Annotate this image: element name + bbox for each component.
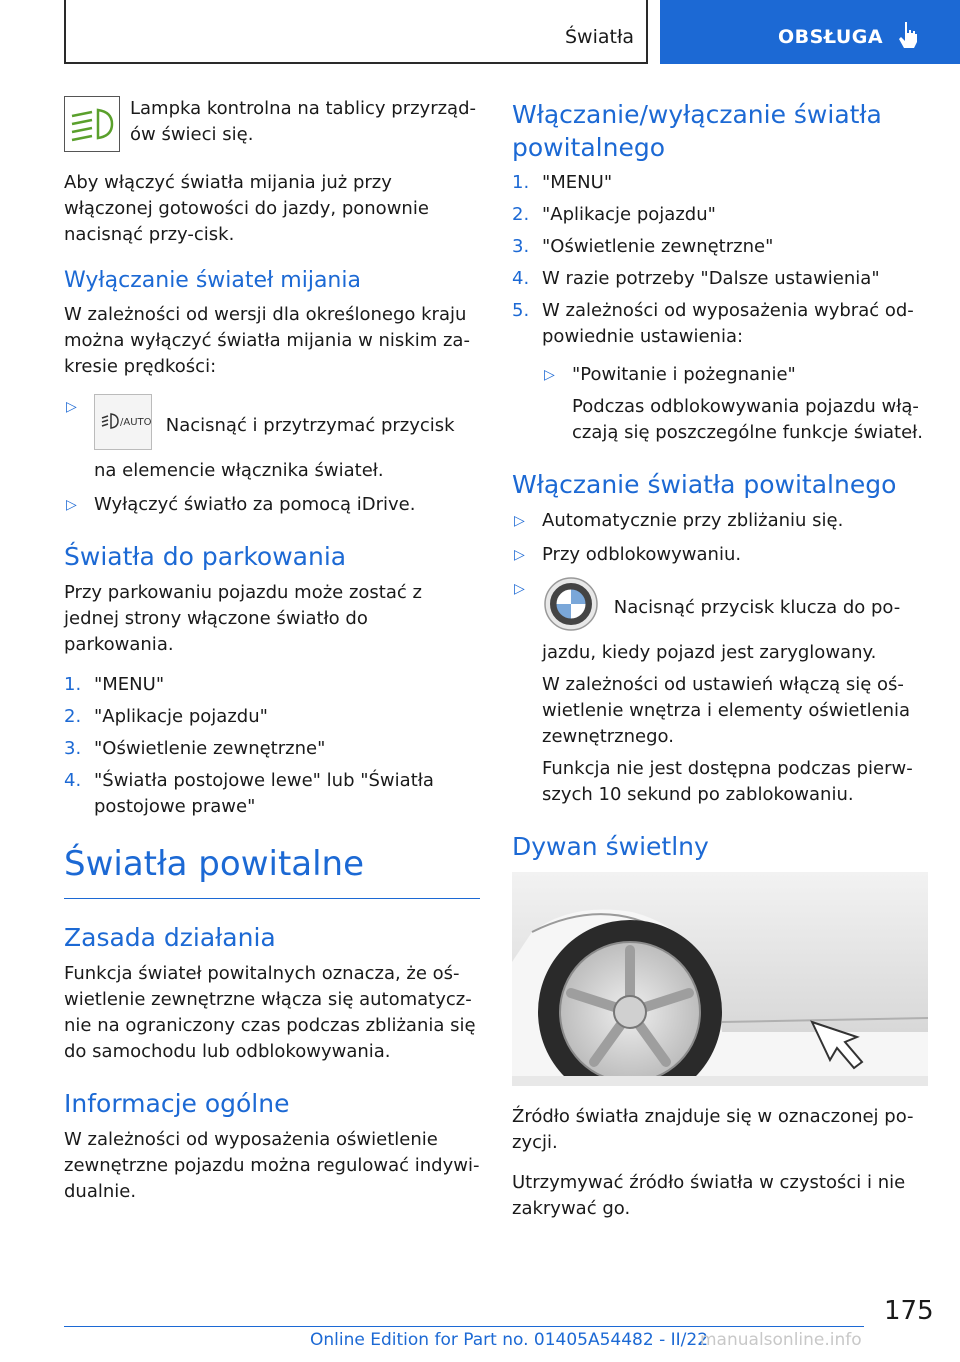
paragraph-low-beam-on: Aby włączyć światła mijania już przy włączonej gotowości do jazdy, ponownie nacisnąć przy-cisk.: [64, 172, 429, 245]
paragraph-general-info: W zależności od wyposażenia oświetlenie zewnętrzne pojazdu można regulować indywi-dualnie.: [64, 1129, 480, 1202]
pointing-hand-icon: [896, 20, 922, 54]
heading-principle: Zasada działania: [64, 923, 276, 952]
low-beam-indicator-icon: [64, 96, 120, 156]
paragraph-parking-lights: Przy parkowaniu pojazdu może zostać z jednej strony włączone światło do parkowania.: [64, 582, 422, 655]
chapter-tab-label: OBSŁUGA: [778, 26, 884, 48]
heading-light-carpet: Dywan świetlny: [512, 832, 709, 861]
triangle-bullet-icon: ▷: [514, 581, 525, 597]
chapter-tab[interactable]: [660, 0, 960, 64]
paragraph-carpet-location: Źródło światła znajduje się w oznaczonej po-zycji.: [512, 1106, 914, 1153]
heading-general-info: Informacje ogólne: [64, 1089, 290, 1118]
heading-welcome-toggle: Włączanie/wyłączanie światła powitalnego: [512, 100, 882, 162]
indicator-row: [64, 96, 480, 156]
page-number: 175: [884, 1296, 934, 1326]
footer-divider: [64, 1326, 864, 1327]
heading-welcome-on: Włączanie światła powitalnego: [512, 470, 897, 499]
welcome-on-list: [512, 508, 928, 808]
welcome-sub-list: [542, 362, 928, 446]
light-auto-button-icon: [94, 394, 152, 458]
list-item: 4. "Światła postojowe lewe" lub "Światła postojowe prawe": [64, 770, 434, 817]
list-item: ▷ Przy odblokowywaniu.: [512, 542, 928, 568]
welcome-steps-list: [512, 170, 928, 350]
triangle-bullet-icon: ▷: [66, 399, 77, 415]
paragraph-carpet-care: Utrzymywać źródło światła w czystości i nie zakrywać go.: [512, 1172, 906, 1219]
list-item: 3. "Oświetlenie zewnętrzne": [512, 236, 774, 257]
list-item: 5. W zależności od wyposażenia wybrać od-powiednie ustawienia:: [512, 300, 914, 347]
triangle-bullet-icon: ▷: [514, 513, 525, 529]
footer-edition: Online Edition for Part no. 01405A54482 - II/22: [310, 1330, 709, 1350]
list-item: 1. "MENU": [64, 674, 165, 695]
sub-item-description: Podczas odblokowywania pojazdu włą-czają się poszczególne funkcje świateł.: [572, 396, 923, 443]
light-carpet-car-illustration: [512, 872, 928, 1086]
list-item: [64, 394, 480, 484]
heading-parking-lights: Światła do parkowania: [64, 542, 347, 571]
parking-steps-list: [64, 672, 480, 820]
header-section-box: [64, 0, 648, 64]
list-item: 2. "Aplikacje pojazdu": [512, 204, 716, 225]
triangle-bullet-icon: ▷: [66, 497, 77, 513]
triangle-bullet-icon: ▷: [544, 367, 555, 383]
triangle-bullet-icon: ▷: [514, 547, 525, 563]
left-column: [64, 96, 480, 1219]
key-description-1: W zależności od ustawień włączą się oś-wietlenie wnętrza i elementy oświetlenia zewnętrznego.: [542, 674, 911, 747]
low-beam-off-list: [64, 394, 480, 518]
idrive-text: Wyłączyć światło za pomocą iDrive.: [94, 494, 416, 515]
list-item: 2. "Aplikacje pojazdu": [64, 706, 268, 727]
paragraph-low-beam-off: W zależności od wersji dla określonego kraju można wyłączyć światła mijania w niskim za-kresie prędkości:: [64, 304, 470, 377]
svg-text:/AUTO: /AUTO: [120, 417, 152, 428]
auto-button-text: Nacisnąć i przytrzymać przycisk na elemencie włącznika świateł.: [94, 415, 455, 481]
right-column: [512, 96, 928, 1236]
list-item: ▷ Nacisnąć przycisk klucza do po-jazdu, kiedy pojazd jest zaryglowany. W zależności od ustawień włączą się oś-wietlenie wnętrza i elementy oświetlenia zewnętrznego. Funkcja nie jest dostępna podczas pierw-szych 10 sekund po zablokowaniu.: [512, 576, 928, 808]
header-section-title: Światła: [564, 26, 634, 48]
watermark: manualsonline.info: [700, 1330, 862, 1350]
list-item: ▷ Automatycznie przy zbliżaniu się.: [512, 508, 928, 534]
indicator-text: Lampka kontrolna na tablicy przyrząd-ów świeci się.: [130, 98, 476, 145]
list-item: ▷ "Powitanie i pożegnanie" Podczas odblokowywania pojazdu włą-czają się poszczególne funkcje świateł.: [542, 362, 928, 446]
list-item: 1. "MENU": [512, 172, 613, 193]
paragraph-principle: Funkcja świateł powitalnych oznacza, że oś-wietlenie zewnętrzne włącza się automatycz-nie na ograniczony czas podczas zbliżania się do samochodu lub odblokowywania.: [64, 963, 476, 1062]
heading-welcome-lights: Światła powitalne: [64, 842, 480, 899]
list-item: [64, 492, 480, 518]
key-description-2: Funkcja nie jest dostępna podczas pierw-szych 10 sekund po zablokowaniu.: [542, 758, 913, 805]
heading-low-beam-off: Wyłączanie świateł mijania: [64, 268, 361, 293]
bmw-key-button-icon: [542, 576, 600, 640]
list-item: 4. W razie potrzeby "Dalsze ustawienia": [512, 268, 880, 289]
list-item: 3. "Oświetlenie zewnętrzne": [64, 738, 326, 759]
